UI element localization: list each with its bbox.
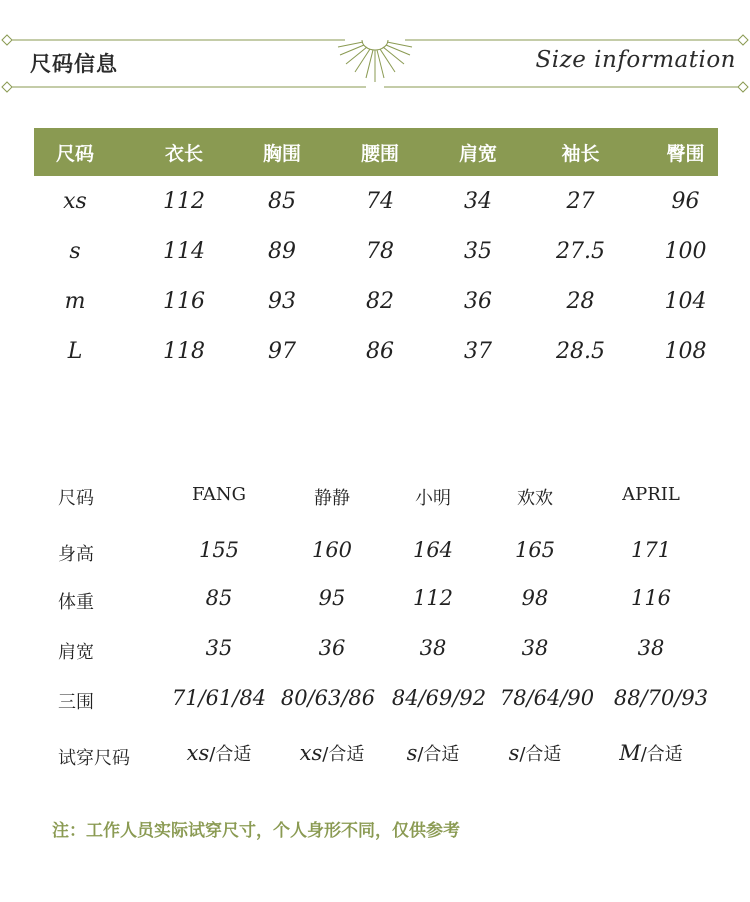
size-cell: xs: [63, 188, 87, 214]
size-cell: 82: [366, 288, 394, 314]
disclaimer-note: 注：工作人员实际试穿尺寸，个人身形不同，仅供参考: [52, 821, 460, 841]
table-row: [0, 636, 750, 686]
size-cell: L: [67, 338, 83, 364]
fit-size: xs: [186, 741, 210, 765]
model-value: 98: [521, 586, 549, 610]
size-cell: 28: [566, 288, 595, 314]
size-cell: 27: [566, 188, 595, 214]
size-col-header: 肩宽: [458, 142, 497, 165]
fit-suffix: /合适: [209, 744, 252, 765]
size-cell: 104: [664, 288, 707, 314]
size-cell: 100: [664, 238, 707, 264]
size-cell: 37: [464, 338, 492, 364]
table-row: [34, 226, 718, 276]
model-name: 欢欢: [517, 488, 553, 509]
fit-suffix: /合适: [322, 744, 365, 765]
model-fit: [407, 740, 460, 766]
model-fit: [300, 740, 365, 766]
size-cell: 118: [163, 338, 205, 364]
size-cell: s: [69, 238, 81, 264]
model-name: APRIL: [622, 484, 680, 505]
table-row: [0, 740, 750, 790]
page-header: [0, 0, 750, 100]
model-label: 试穿尺码: [58, 748, 130, 769]
model-name: 静静: [314, 488, 350, 509]
model-fit: [619, 740, 683, 766]
page-title-cn: 尺码信息: [30, 52, 118, 76]
table-row: [34, 276, 718, 326]
fit-size: M: [619, 741, 641, 765]
size-cell: 28.5: [556, 338, 605, 364]
size-cell: 27.5: [556, 238, 605, 264]
size-cell: 34: [464, 188, 492, 214]
size-col-header: 袖长: [561, 142, 600, 165]
model-value: 95: [318, 586, 346, 610]
model-table: [0, 470, 750, 520]
model-value: 171: [630, 538, 672, 562]
table-row: [0, 538, 750, 586]
size-col-header: 臀围: [666, 142, 705, 165]
size-col-header: 腰围: [360, 142, 399, 165]
model-value: 84/69/92: [391, 686, 487, 710]
size-cell: 85: [268, 188, 296, 214]
size-cell: 96: [671, 188, 700, 214]
size-cell: 93: [268, 288, 296, 314]
model-value: 88/70/93: [613, 686, 709, 710]
model-label: 三围: [58, 692, 94, 713]
fit-suffix: /合适: [417, 744, 460, 765]
model-header-row: [0, 484, 750, 534]
size-cell: 86: [366, 338, 394, 364]
model-value: 38: [521, 636, 549, 660]
size-col-header: 胸围: [262, 142, 301, 165]
size-cell: 89: [268, 238, 296, 264]
size-cell: m: [64, 288, 86, 314]
size-table: [34, 128, 718, 376]
model-value: 112: [412, 586, 454, 610]
model-label: 肩宽: [58, 642, 94, 663]
model-value: 155: [198, 538, 240, 562]
model-fit: [509, 740, 562, 766]
size-cell: 78: [366, 238, 394, 264]
size-cell: 97: [268, 338, 296, 364]
fit-size: s: [406, 741, 418, 765]
model-name: FANG: [191, 484, 247, 505]
size-cell: 74: [366, 188, 394, 214]
model-value: 36: [318, 636, 346, 660]
model-value: 160: [311, 538, 353, 562]
size-table-header: [34, 128, 718, 176]
model-value: 38: [637, 636, 665, 660]
table-row: [34, 326, 718, 376]
model-value: 85: [205, 586, 233, 610]
model-value: 78/64/90: [499, 686, 595, 710]
table-row: [34, 176, 718, 226]
table-row: [0, 686, 750, 740]
size-cell: 116: [163, 288, 205, 314]
model-fit: [187, 740, 252, 766]
model-value: 38: [419, 636, 447, 660]
size-cell: 112: [163, 188, 205, 214]
model-value: 164: [412, 538, 454, 562]
model-value: 71/61/84: [171, 686, 267, 710]
fit-suffix: /合适: [640, 744, 683, 765]
model-label: 尺码: [58, 488, 94, 509]
fit-size: xs: [299, 741, 323, 765]
fit-size: s: [508, 741, 520, 765]
size-col-header: 衣长: [164, 142, 203, 165]
model-label: 身高: [58, 544, 94, 565]
size-col-header: 尺码: [55, 142, 94, 165]
model-value: 116: [630, 586, 672, 610]
size-cell: 108: [664, 338, 707, 364]
table-row: [0, 586, 750, 636]
model-value: 165: [514, 538, 556, 562]
page-title-en: Size information: [535, 47, 736, 73]
size-cell: 35: [464, 238, 492, 264]
model-name: 小明: [415, 488, 451, 509]
size-cell: 36: [464, 288, 492, 314]
model-rows: [0, 538, 750, 790]
fit-suffix: /合适: [519, 744, 562, 765]
model-label: 体重: [58, 592, 94, 613]
size-cell: 114: [163, 238, 205, 264]
model-value: 80/63/86: [280, 686, 376, 710]
model-value: 35: [205, 636, 233, 660]
